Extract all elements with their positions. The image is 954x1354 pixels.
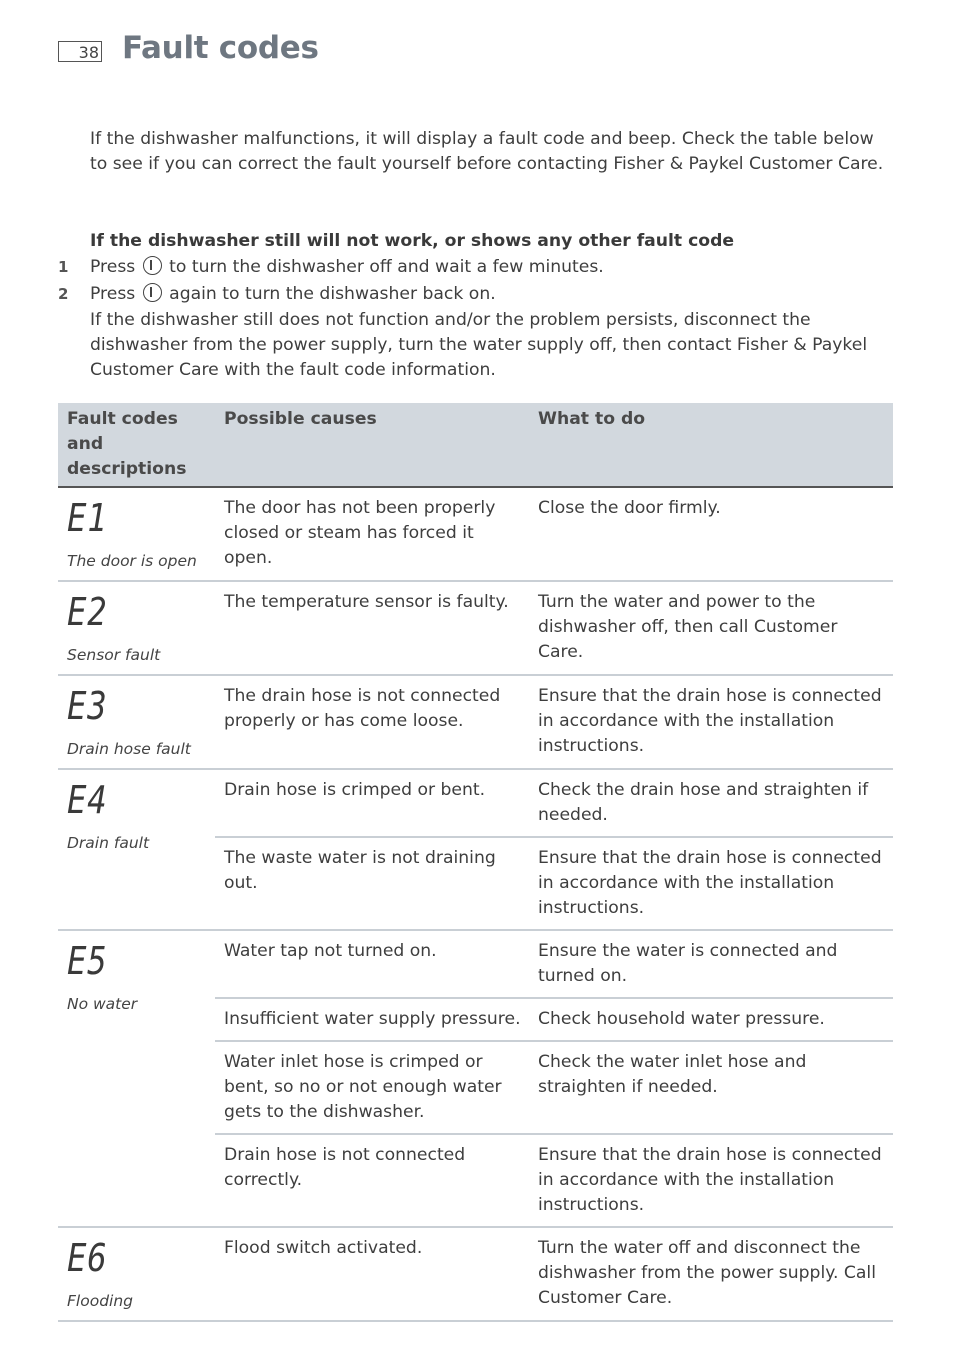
intro-paragraph: If the dishwasher malfunctions, it will display a fault code and beep. Check the table below to see if you can correct the fault yourself before contacting Fisher & Paykel Customer Care.: [90, 129, 884, 174]
fault-code-display: E2: [67, 590, 108, 634]
step-number: 1: [58, 258, 69, 276]
possible-cause: The drain hose is not connected properly or has come loose.: [215, 675, 529, 769]
followup-paragraph: If the dishwasher still does not function and/or the problem persists, disconnect the dishwasher from the power supply, turn the water supply off, then contact Fisher & Paykel Customer Care with the fault code information.: [90, 310, 868, 380]
fault-code-cell: [58, 930, 215, 1227]
fault-code-cell: [58, 1227, 215, 1321]
fault-code-cell: [58, 581, 215, 675]
step-number: 2: [58, 285, 69, 303]
fault-code-description: No water: [67, 995, 138, 1013]
possible-cause: Water tap not turned on.: [215, 930, 529, 998]
possible-cause: Water inlet hose is crimped or bent, so no or not enough water gets to the dishwasher.: [215, 1041, 529, 1134]
fault-code-description: The door is open: [67, 552, 197, 570]
header-what-to-do: What to do: [529, 403, 893, 487]
fault-codes-table: [58, 403, 893, 1322]
possible-cause: The door has not been properly closed or steam has forced it open.: [215, 487, 529, 581]
header-fault-codes: Fault codes and descriptions: [58, 403, 215, 487]
fault-code-cell: [58, 675, 215, 769]
possible-cause: Drain hose is crimped or bent.: [215, 769, 529, 837]
what-to-do: Close the door firmly.: [529, 487, 893, 581]
table-row: [58, 487, 893, 581]
step-text-before: Press: [90, 284, 136, 304]
fault-code-description: Sensor fault: [67, 646, 161, 664]
possible-cause: The waste water is not draining out.: [215, 837, 529, 930]
what-to-do: Check the water inlet hose and straighten if needed.: [529, 1041, 893, 1134]
table-row: [58, 769, 893, 837]
possible-cause: Drain hose is not connected correctly.: [215, 1134, 529, 1227]
table-row: [58, 930, 893, 998]
power-icon: [143, 256, 162, 275]
fault-code-display: E1: [67, 496, 108, 540]
table-row: [58, 1227, 893, 1321]
fault-code-description: Flooding: [67, 1292, 133, 1310]
step-text-before: Press: [90, 257, 136, 277]
fault-code-display: E3: [67, 684, 108, 728]
table-row: [58, 675, 893, 769]
what-to-do: Check the drain hose and straighten if needed.: [529, 769, 893, 837]
possible-cause: Insufficient water supply pressure.: [215, 998, 529, 1041]
step-text-after: to turn the dishwasher off and wait a few minutes.: [169, 257, 604, 277]
table-row: [58, 581, 893, 675]
what-to-do: Ensure that the drain hose is connected in accordance with the installation instructions.: [529, 675, 893, 769]
what-to-do: Turn the water off and disconnect the dishwasher from the power supply. Call Customer Care.: [529, 1227, 893, 1321]
what-to-do: Ensure the water is connected and turned on.: [529, 930, 893, 998]
what-to-do: Ensure that the drain hose is connected in accordance with the installation instructions.: [529, 1134, 893, 1227]
fault-code-display: E5: [67, 939, 108, 983]
fault-code-description: Drain hose fault: [67, 740, 191, 758]
page-number: 38: [58, 41, 102, 62]
fault-code-cell: [58, 487, 215, 581]
table-header-row: [58, 403, 893, 487]
page-title: Fault codes: [122, 30, 319, 66]
possible-cause: The temperature sensor is faulty.: [215, 581, 529, 675]
sub-heading: If the dishwasher still will not work, or shows any other fault code: [90, 231, 735, 251]
what-to-do: Check household water pressure.: [529, 998, 893, 1041]
fault-code-display: E6: [67, 1236, 108, 1280]
power-icon: [143, 283, 162, 302]
what-to-do: Turn the water and power to the dishwasher off, then call Customer Care.: [529, 581, 893, 675]
step-text-after: again to turn the dishwasher back on.: [169, 284, 496, 304]
fault-code-cell: [58, 769, 215, 930]
header-possible-causes: Possible causes: [215, 403, 529, 487]
possible-cause: Flood switch activated.: [215, 1227, 529, 1321]
fault-code-description: Drain fault: [67, 834, 150, 852]
what-to-do: Ensure that the drain hose is connected in accordance with the installation instructions.: [529, 837, 893, 930]
fault-code-display: E4: [67, 778, 108, 822]
